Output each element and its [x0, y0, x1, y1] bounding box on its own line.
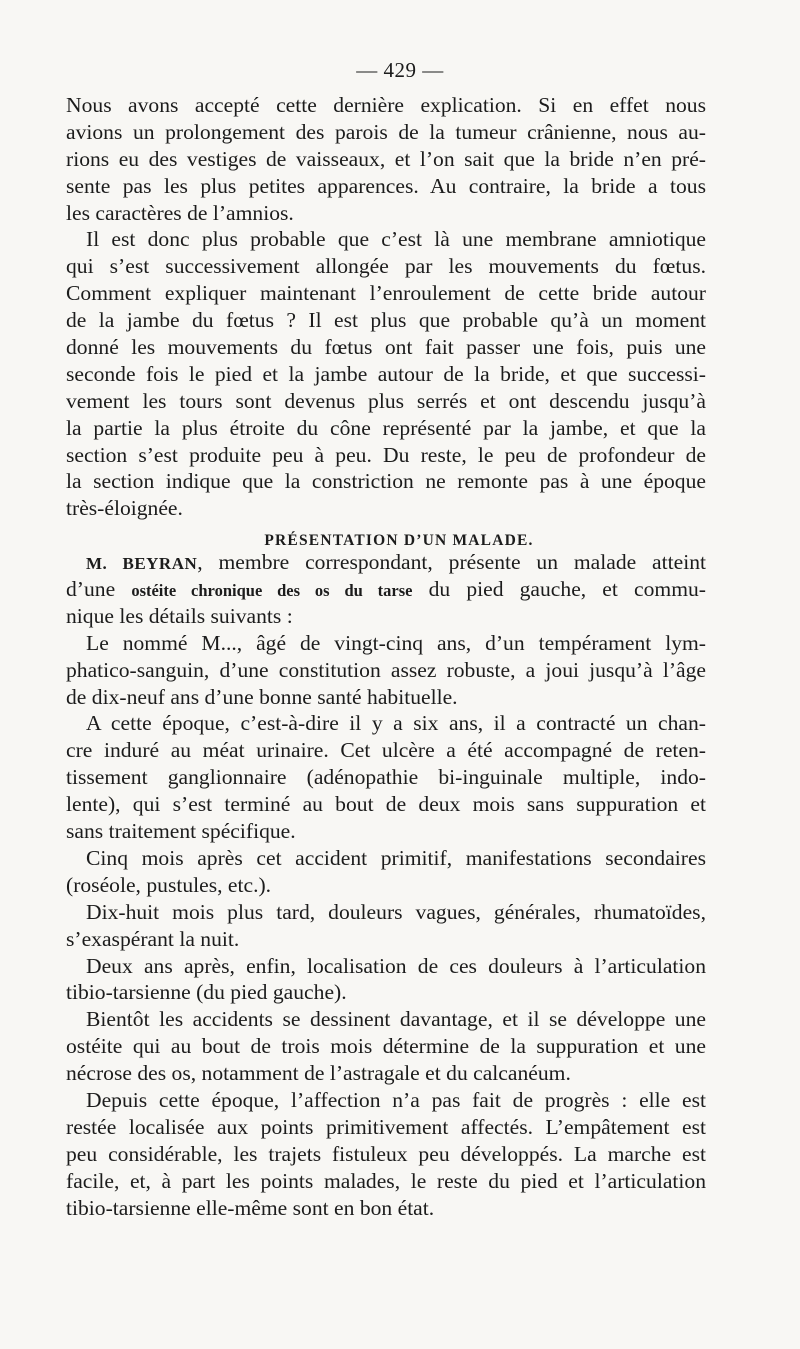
text-line: section s’est produite peu à peu. Du reste, le peu de profondeur de [66, 442, 706, 467]
text-line [66, 549, 706, 576]
text-line: seconde fois le pied et la jambe autour de la bride, et que successi- [66, 361, 706, 386]
text-line: de la jambe du fœtus ? Il est plus que probable qu’à un moment [66, 308, 706, 333]
text-line: Comment expliquer maintenant l’enroulement de cette bride autour [66, 281, 706, 306]
text-line: facile, et, à part les points malades, le reste du pied et l’articulation [66, 1168, 706, 1193]
text-line: la partie la plus étroite du cône représenté par la jambe, et que la [66, 415, 706, 440]
text-line: tibio-tarsienne (du pied gauche). [66, 980, 347, 1005]
page-number: — 429 — [356, 58, 444, 82]
text-line: sente pas les plus petites apparences. Au contraire, la bride a tous [66, 173, 706, 198]
text-line: Nous avons accepté cette dernière explication. Si en effet nous [66, 93, 706, 117]
diagnosis-phrase: ostéite chronique des os du tarse [131, 581, 413, 601]
text-line: rions eu des vestiges de vaisseaux, et l’on sait que la bride n’en pré- [66, 146, 706, 171]
text-line: très-éloignée. [66, 496, 183, 521]
section-heading: PRÉSENTATION D’UN MALADE. [264, 532, 534, 550]
text-line: (roséole, pustules, etc.). [66, 872, 272, 897]
text-line: phatico-sanguin, d’une constitution assez robuste, a joui jusqu’à l’âge [66, 657, 706, 682]
text-line: peu considérable, les trajets fistuleux peu développés. La marche est [66, 1141, 706, 1166]
text-line: la section indique que la constriction ne remonte pas à une époque [66, 469, 706, 494]
text-line: nique les détails suivants : [66, 603, 293, 628]
text-line: restée localisée aux points primitivement affectés. L’empâtement est [66, 1114, 706, 1139]
text-line: Il est donc plus probable que c’est là une membrane amniotique [86, 227, 706, 252]
text-line: tissement ganglionnaire (adénopathie bi-inguinale multiple, indo- [66, 765, 706, 790]
text-line [66, 576, 706, 603]
body-text [66, 92, 706, 1221]
text-line: Depuis cette époque, l’affection n’a pas fait de progrès : elle est [86, 1087, 706, 1112]
text-line: cre induré au méat urinaire. Cet ulcère a été accompagné de reten- [66, 738, 706, 763]
text-line: sans traitement spécifique. [66, 819, 296, 844]
text-line: Le nommé M..., âgé de vingt-cinq ans, d’un tempérament lym- [86, 630, 706, 655]
text-line: vement les tours sont devenus plus serrés et ont descendu jusqu’à [66, 388, 706, 413]
text-line: de dix-neuf ans d’une bonne santé habituelle. [66, 684, 458, 709]
text-line: qui s’est successivement allongée par les mouvements du fœtus. [66, 254, 706, 279]
text-line: Dix-huit mois plus tard, douleurs vagues, générales, rhumatoïdes, [86, 899, 706, 924]
text-fragment: d’une [66, 577, 132, 602]
text-line: Bientôt les accidents se dessinent davantage, et il se développe une [86, 1007, 706, 1032]
text-line: les caractères de l’amnios. [66, 200, 294, 225]
text-line: donné les mouvements du fœtus ont fait passer une fois, puis une [66, 335, 706, 360]
author-name: M. BEYRAN [86, 554, 198, 574]
text-line: s’exaspérant la nuit. [66, 926, 240, 951]
text-line: nécrose des os, notamment de l’astragale et du calcanéum. [66, 1061, 571, 1086]
text-line: lente), qui s’est terminé au bout de deux mois sans suppuration et [66, 792, 706, 817]
text-fragment: , membre correspondant, présente un malade atteint [197, 550, 706, 575]
text-line: avions un prolongement des parois de la tumeur crânienne, nous au- [66, 119, 706, 144]
text-line: Deux ans après, enfin, localisation de ces douleurs à l’articulation [86, 953, 706, 978]
text-line: tibio-tarsienne elle-même sont en bon état. [66, 1195, 435, 1220]
text-line: ostéite qui au bout de trois mois détermine de la suppuration et une [66, 1034, 706, 1059]
text-line: A cette époque, c’est-à-dire il y a six ans, il a contracté un chan- [86, 711, 706, 736]
text-fragment: du pied gauche, et commu- [412, 577, 706, 602]
text-line: Cinq mois après cet accident primitif, manifestations secondaires [86, 845, 706, 870]
